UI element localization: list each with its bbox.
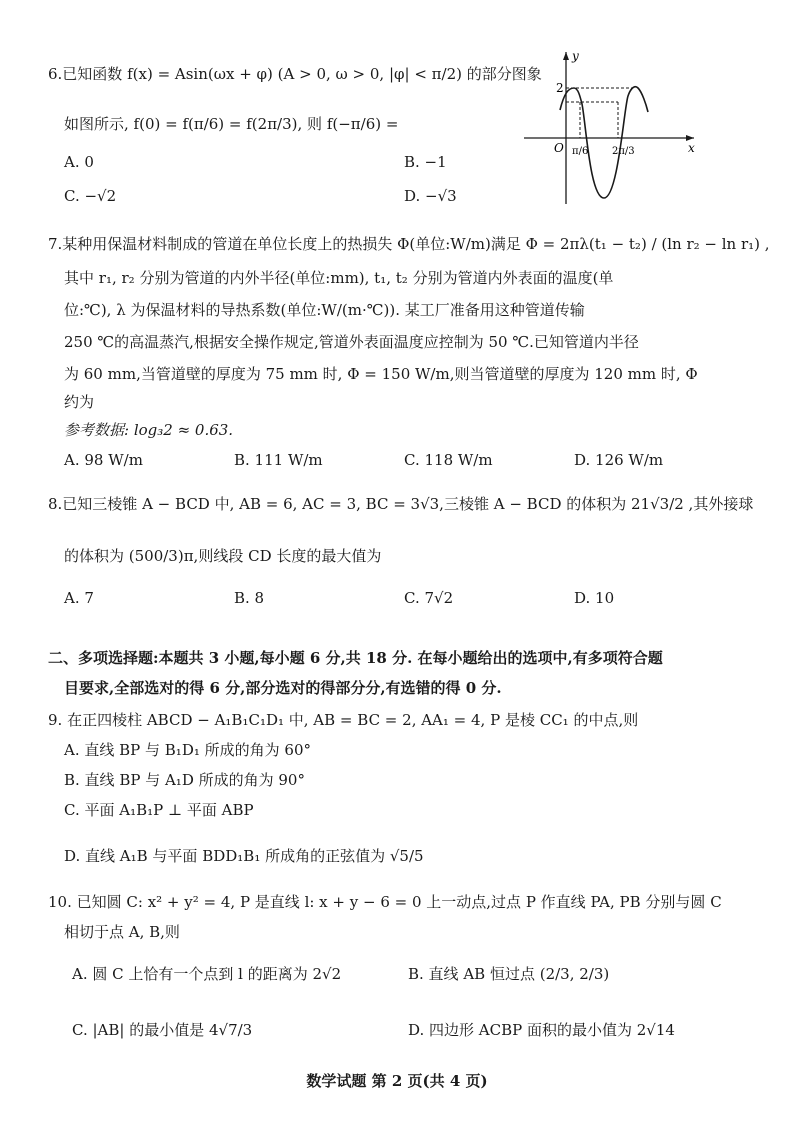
q8-option-d: D. 10 — [574, 589, 615, 607]
graph-y-tick: 2 — [556, 81, 564, 95]
q10-line2: 相切于点 A, B,则 — [64, 923, 180, 941]
q7-reference-data: 参考数据: log₃2 ≈ 0.63. — [64, 421, 234, 439]
q7-line3: 位:℃), λ 为保温材料的导热系数(单位:W/(m·℃)). 某工厂准备用这种管道传输 — [64, 301, 585, 319]
q7-option-d: D. 126 W/m — [574, 451, 664, 469]
section2-heading-line1: 二、多项选择题:本题共 3 小题,每小题 6 分,共 18 分. 在每小题给出的选项中,有多项符合题 — [48, 649, 663, 667]
q8-option-b: B. 8 — [234, 589, 265, 607]
q7-line2: 其中 r₁, r₂ 分别为管道的内外半径(单位:mm), t₁, t₂ 分别为管道内外表面的温度(单 — [64, 269, 614, 287]
q6-sine-graph — [520, 48, 698, 206]
q10-option-c: C. |AB| 的最小值是 4√7/3 — [72, 1021, 253, 1039]
graph-y-label: y — [572, 49, 579, 63]
q9-line1: 9. 在正四棱柱 ABCD − A₁B₁C₁D₁ 中, AB = BC = 2, AA₁ = 4, P 是棱 CC₁ 的中点,则 — [48, 711, 639, 729]
q7-option-c: C. 118 W/m — [404, 451, 493, 469]
q10-option-b: B. 直线 AB 恒过点 (2/3, 2/3) — [408, 965, 610, 983]
graph-x-tick-pi6: π/6 — [572, 146, 589, 157]
q7-line6: 约为 — [64, 393, 95, 411]
graph-origin-label: O — [554, 141, 564, 155]
q9-option-d: D. 直线 A₁B 与平面 BDD₁B₁ 所成角的正弦值为 √5/5 — [64, 847, 424, 865]
q10-option-d: D. 四边形 ACBP 面积的最小值为 2√14 — [408, 1021, 675, 1039]
q10-option-a: A. 圆 C 上恰有一个点到 l 的距离为 2√2 — [72, 965, 342, 983]
q9-option-b: B. 直线 BP 与 A₁D 所成的角为 90° — [64, 771, 305, 789]
q7-line1: 7.某种用保温材料制成的管道在单位长度上的热损失 Φ(单位:W/m)满足 Φ = 2πλ(t₁ − t₂) / (ln r₂ − ln r₁) , — [48, 235, 770, 253]
q8-line1: 8.已知三棱锥 A − BCD 中, AB = 6, AC = 3, BC = 3√3,三棱锥 A − BCD 的体积为 21√3/2 ,其外接球 — [48, 495, 754, 513]
section2-heading-line2: 目要求,全部选对的得 6 分,部分选对的得部分分,有选错的得 0 分. — [64, 679, 502, 697]
graph-x-tick-2pi3: 2π/3 — [612, 146, 635, 157]
q10-line1: 10. 已知圆 C: x² + y² = 4, P 是直线 l: x + y − 6 = 0 上一动点,过点 P 作直线 PA, PB 分别与圆 C — [48, 893, 722, 911]
q6-option-d: D. −√3 — [404, 187, 457, 205]
q8-option-c: C. 7√2 — [404, 589, 454, 607]
q7-option-b: B. 111 W/m — [234, 451, 323, 469]
q9-option-c: C. 平面 A₁B₁P ⊥ 平面 ABP — [64, 801, 254, 819]
q6-option-c: C. −√2 — [64, 187, 117, 205]
q7-line4: 250 ℃的高温蒸汽,根据安全操作规定,管道外表面温度应控制为 50 ℃.已知管道内半径 — [64, 333, 639, 351]
q8-option-a: A. 7 — [64, 589, 94, 607]
q6-option-b: B. −1 — [404, 153, 447, 171]
q7-option-a: A. 98 W/m — [64, 451, 143, 469]
q9-option-a: A. 直线 BP 与 B₁D₁ 所成的角为 60° — [64, 741, 311, 759]
q6-line2: 如图所示, f(0) = f(π/6) = f(2π/3), 则 f(−π/6) = — [64, 115, 399, 133]
q6-line1: 6.已知函数 f(x) = Asin(ωx + φ) (A > 0, ω > 0, |φ| < π/2) 的部分图象 — [48, 65, 542, 83]
q6-option-a: A. 0 — [64, 153, 94, 171]
q8-line2: 的体积为 (500/3)π,则线段 CD 长度的最大值为 — [64, 547, 382, 565]
q7-line5: 为 60 mm,当管道壁的厚度为 75 mm 时, Φ = 150 W/m,则当管道壁的厚度为 120 mm 时, Φ — [64, 365, 698, 383]
page-footer: 数学试题 第 2 页(共 4 页) — [306, 1072, 488, 1090]
graph-x-label: x — [688, 141, 695, 155]
